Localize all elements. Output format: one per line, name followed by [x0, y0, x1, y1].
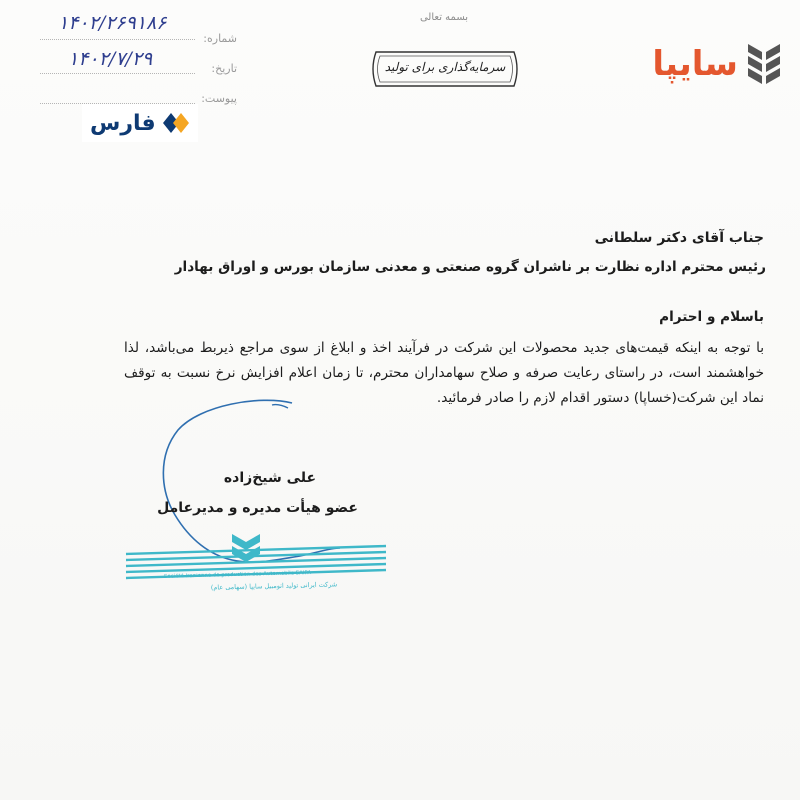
letter-meta	[40, 12, 240, 107]
recipient-title: رئیس محترم اداره نظارت بر ناشران گروه صنعتی و معدنی سازمان بورس و اوراق بهادار	[174, 259, 766, 275]
letter-date-value: ۱۴۰۲/۷/۲۹	[68, 48, 153, 70]
recipient-name: جناب آقای دکتر سلطانی	[594, 230, 764, 246]
company-stamp	[124, 522, 392, 602]
saipa-logo	[652, 38, 786, 90]
stamp-text-latin: Société Iranienne de production des Automobile SAIPA	[163, 570, 312, 580]
greeting: باسلام و احترام	[659, 309, 764, 325]
signatory-position: عضو هیأت مدیره و مدیرعامل	[157, 500, 358, 516]
signatory-name: علی شیخ‌زاده	[223, 470, 317, 486]
letter-number-value: ۱۴۰۲/۲۶۹۱۸۶	[58, 12, 167, 34]
date-line	[40, 73, 195, 74]
basmala: بسمه تعالی	[419, 12, 469, 23]
motto-text: سرمایه‌گذاری برای تولید	[384, 60, 506, 74]
fars-diamond-icon	[162, 110, 190, 136]
saipa-logo-text: سایپا	[652, 44, 738, 84]
fars-news-logo	[82, 104, 198, 142]
saipa-emblem-icon	[742, 38, 786, 90]
fars-logo-text: فارس	[90, 110, 156, 136]
letter-number-label: شماره:	[203, 32, 237, 45]
stamp-text-persian: شرکت ایرانی تولید اتومبیل سایپا (سهامی عام)	[210, 580, 338, 592]
letter-attachment-label: پیوست:	[201, 92, 237, 105]
letter-body: با توجه به اینکه قیمت‌های جدید محصولات این شرکت در فرآیند اخذ و ابلاغ از سوی مراجع ذیربط می‌باشد، لذا خواهشمند است، در راستای رعایت صرفه و صلاح سهامداران محترم، تا زمان اعلام افزایش نرخ نسبت به توقف نماد این شرکت(خساپا) دستور اقدام لازم را صادر فرمائید.	[124, 340, 764, 406]
letter-date-label: تاریخ:	[211, 62, 237, 75]
number-line	[40, 39, 195, 40]
motto-banner	[368, 48, 522, 90]
